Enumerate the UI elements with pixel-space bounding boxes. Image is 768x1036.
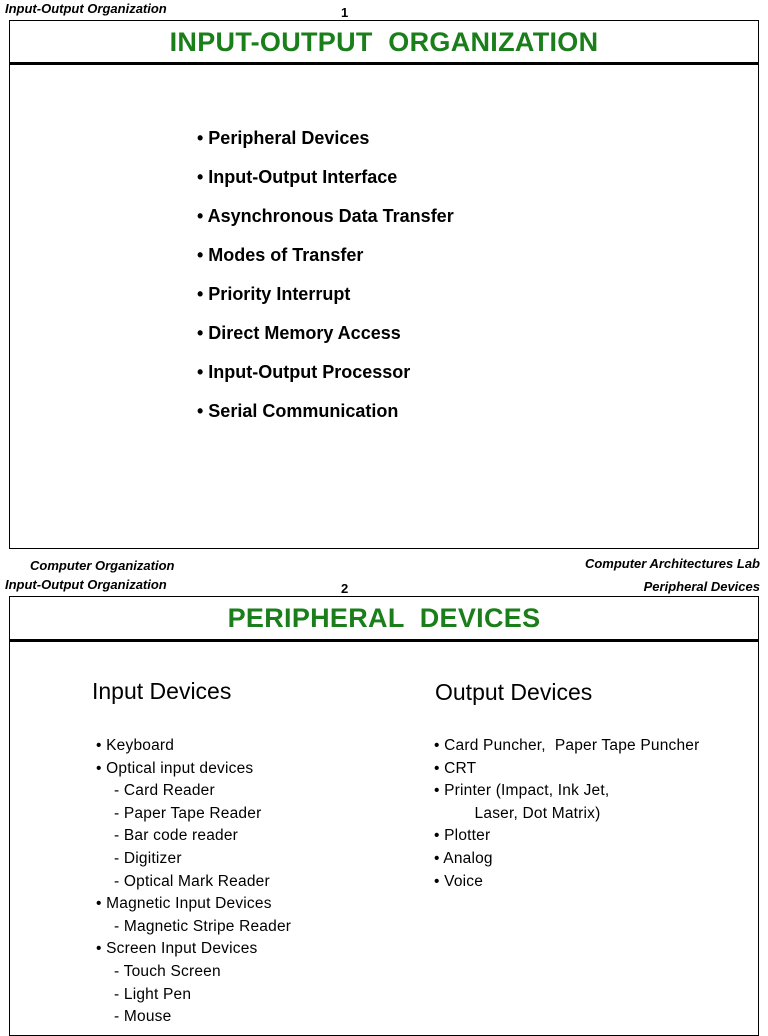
page1-header-left: Input-Output Organization — [5, 1, 167, 16]
list-item: - Digitizer — [96, 849, 182, 867]
list-item: • Voice — [434, 872, 484, 890]
list-item: • Card Puncher, Paper Tape Puncher — [434, 737, 700, 754]
page2-header-right: Peripheral Devices — [643, 579, 760, 594]
page2-header-left: Input-Output Organization — [5, 577, 167, 592]
list-item: • Screen Input Devices — [96, 940, 258, 958]
slide-2-title: PERIPHERAL DEVICES — [227, 603, 541, 633]
topic-item: • Asynchronous Data Transfer — [197, 206, 454, 226]
page1-page-number: 1 — [341, 5, 349, 20]
page1-footer-left: Computer Organization — [30, 558, 175, 573]
list-item: - Bar code reader — [96, 827, 239, 845]
topic-item: • Priority Interrupt — [197, 284, 351, 304]
list-item: • Plotter — [434, 827, 491, 845]
list-item: - Touch Screen — [96, 962, 221, 980]
list-item: - Paper Tape Reader — [96, 804, 262, 822]
list-item: • CRT — [434, 759, 477, 777]
list-item: • Optical input devices — [96, 759, 254, 777]
slide-1 — [9, 20, 759, 549]
topic-item: • Direct Memory Access — [197, 323, 401, 343]
topic-item: • Modes of Transfer — [197, 245, 364, 265]
input-devices-heading: Input Devices — [92, 678, 232, 704]
slide-2 — [9, 596, 759, 1036]
output-devices-heading: Output Devices — [435, 679, 593, 705]
list-item: - Light Pen — [96, 985, 192, 1003]
topic-item: • Input-Output Interface — [197, 167, 398, 187]
list-item: - Optical Mark Reader — [96, 872, 270, 890]
input-devices-list — [96, 736, 291, 1030]
title-divider — [10, 62, 758, 65]
list-item: • Magnetic Input Devices — [96, 895, 272, 913]
list-item: Laser, Dot Matrix) — [434, 804, 601, 822]
list-item: • Analog — [434, 849, 493, 867]
topic-item: • Peripheral Devices — [197, 128, 370, 148]
list-item: - Card Reader — [96, 782, 215, 800]
output-devices-list — [434, 736, 699, 894]
topic-item: • Serial Communication — [197, 401, 399, 421]
topic-list — [197, 127, 454, 439]
list-item: - Magnetic Stripe Reader — [96, 917, 292, 935]
page2-page-number: 2 — [341, 581, 349, 596]
title-divider — [10, 639, 758, 642]
topic-item: • Input-Output Processor — [197, 362, 411, 382]
list-item: • Keyboard — [96, 737, 175, 754]
slide-1-title: INPUT-OUTPUT ORGANIZATION — [169, 27, 599, 57]
page1-footer-right: Computer Architectures Lab — [584, 556, 760, 571]
list-item: • Printer (Impact, Ink Jet, — [434, 782, 610, 800]
list-item: - Mouse — [96, 1008, 172, 1026]
